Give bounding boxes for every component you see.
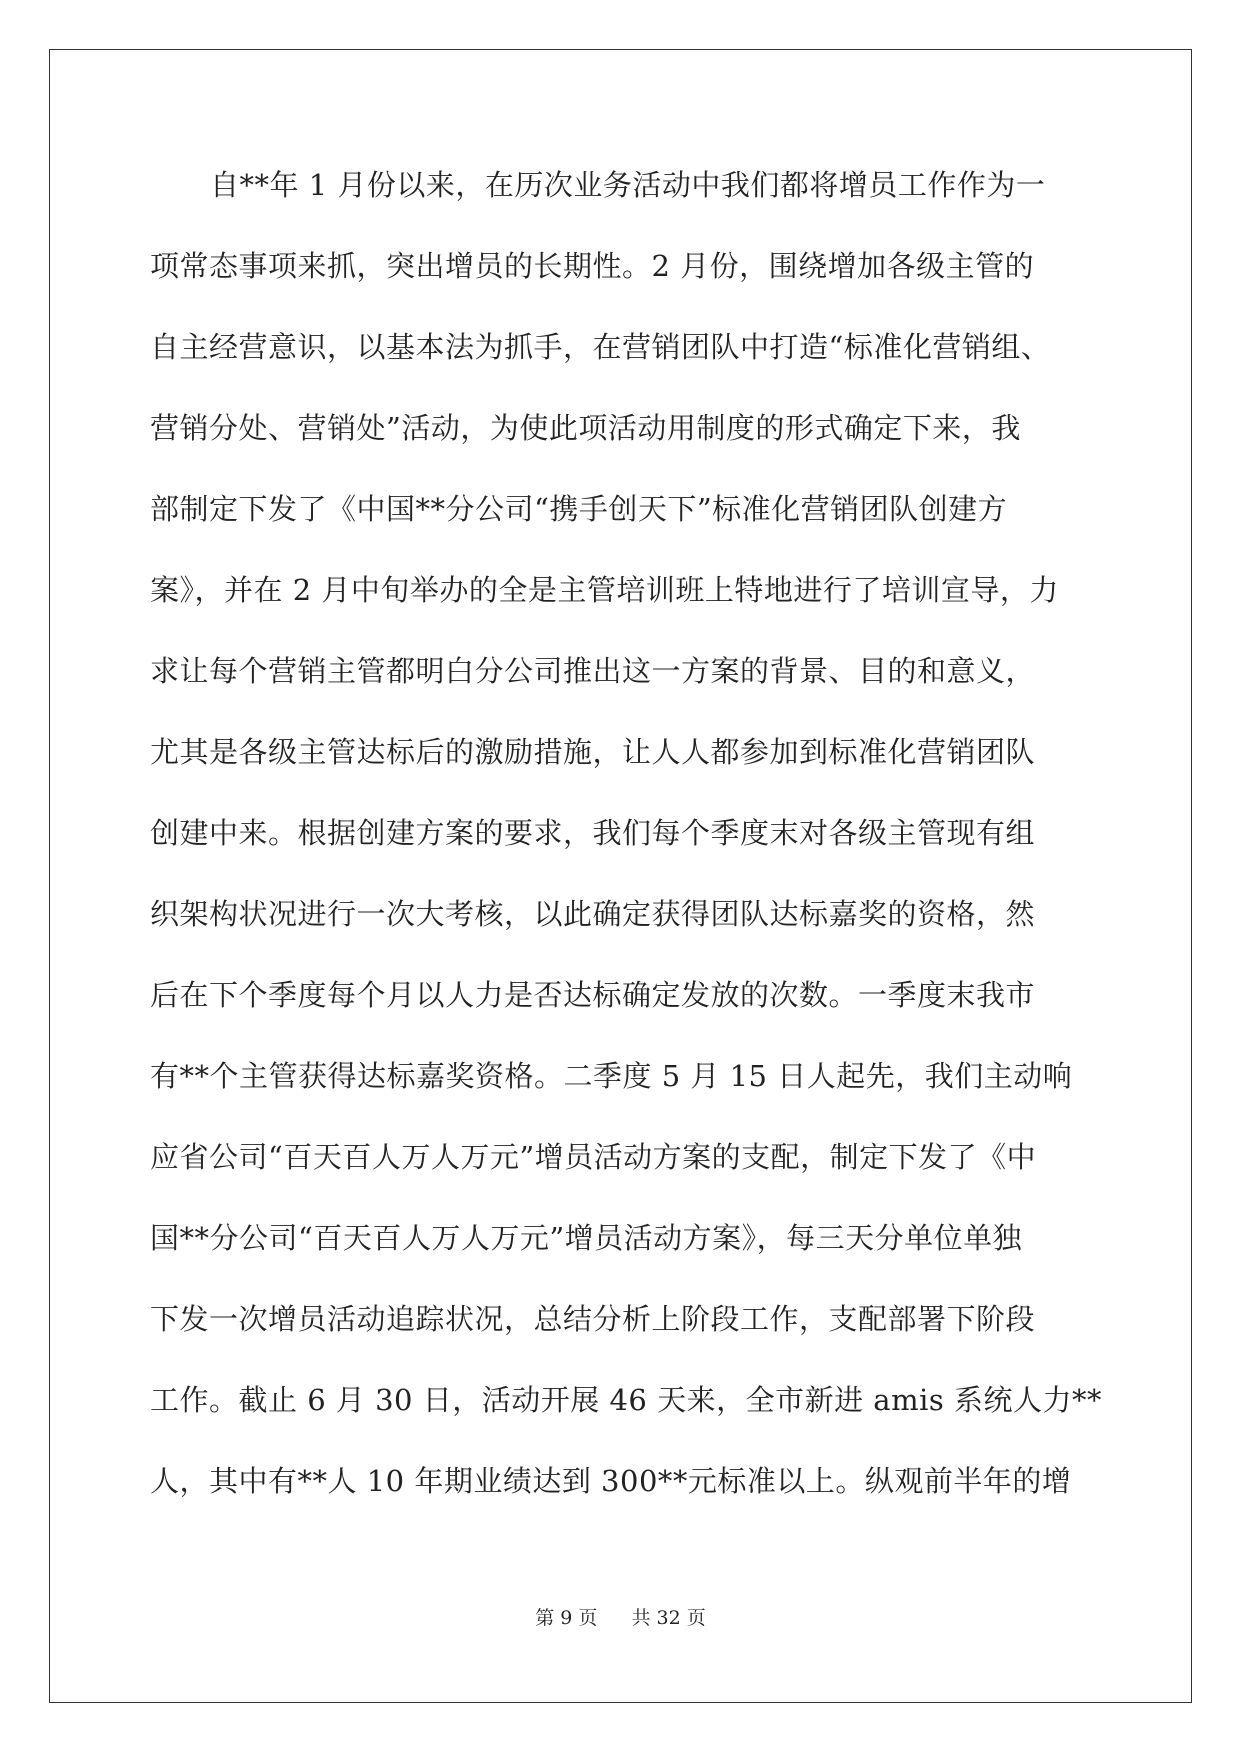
page-number-total: 共 32 页 <box>631 1607 706 1629</box>
text-line: 下发一次增员活动追踪状况，总结分析上阶段工作，支配部署下阶段 <box>150 1302 1036 1336</box>
text-line: 部制定下发了《中国**分公司“携手创天下”标准化营销团队创建方 <box>150 492 1008 526</box>
text-line: 自**年 1 月份以来，在历次业务活动中我们都将增员工作作为一 <box>210 168 1046 202</box>
page-number-current: 第 9 页 <box>535 1607 598 1629</box>
text-line: 自主经营意识，以基本法为抓手，在营销团队中打造“标准化营销组、 <box>150 330 1051 364</box>
text-line: 人，其中有**人 10 年期业绩达到 300**元标准以上。纵观前半年的增 <box>150 1464 1072 1498</box>
text-line: 尤其是各级主管达标后的激励措施，让人人都参加到标准化营销团队 <box>150 735 1036 769</box>
text-line: 营销分处、营销处”活动，为使此项活动用制度的形式确定下来，我 <box>150 411 1021 445</box>
text-line: 织架构状况进行一次大考核，以此确定获得团队达标嘉奖的资格，然 <box>150 897 1036 931</box>
text-line: 项常态事项来抓，突出增员的长期性。2 月份，围绕增加各级主管的 <box>150 249 1035 283</box>
body-text <box>150 160 1102 1537</box>
text-line: 国**分公司“百天百人万人万元”增员活动方案》，每三天分单位单独 <box>150 1221 1023 1255</box>
page-footer <box>0 1603 1241 1630</box>
text-line: 求让每个营销主管都明白分公司推出这一方案的背景、目的和意义， <box>150 654 1036 688</box>
text-line: 创建中来。根据创建方案的要求，我们每个季度末对各级主管现有组 <box>150 816 1036 850</box>
text-line: 案》，并在 2 月中旬举办的全是主管培训班上特地进行了培训宣导，力 <box>150 573 1059 607</box>
text-line: 有**个主管获得达标嘉奖资格。二季度 5 月 15 日人起先，我们主动响 <box>150 1059 1073 1093</box>
text-line: 工作。截止 6 月 30 日，活动开展 46 天来，全市新进 amis 系统人力** <box>150 1383 1102 1417</box>
text-line: 后在下个季度每个月以人力是否达标确定发放的次数。一季度末我市 <box>150 978 1036 1012</box>
text-line: 应省公司“百天百人万人万元”增员活动方案的支配，制定下发了《中 <box>150 1140 1037 1174</box>
